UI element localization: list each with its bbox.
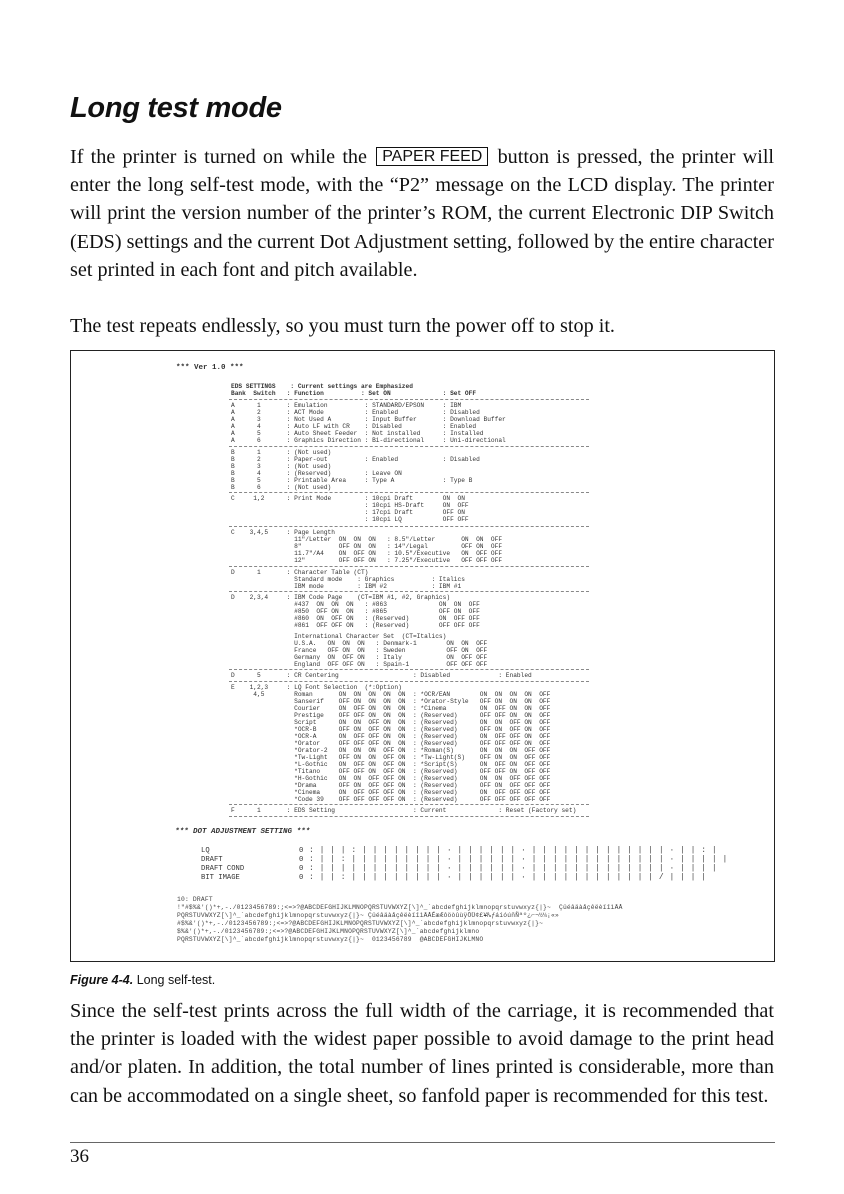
dot-row-value: 0 — [299, 865, 304, 873]
self-test-figure — [70, 350, 775, 962]
dot-row-label: BIT IMAGE — [201, 874, 240, 882]
figure-number: Figure 4-4. — [70, 973, 134, 987]
divider — [229, 816, 589, 817]
self-test-printout — [71, 351, 774, 961]
footer-rule — [70, 1142, 775, 1143]
divider — [229, 399, 589, 400]
charset-line: PQRSTUVWXYZ[\]^_`abcdefghijklmnopqrstuvwxyz{|}~ ÇüéâäàåçêëèïîìÄÅÉæÆôöòûùÿÖÜ¢£¥₧ƒáíóúñÑªº¿⌐¬½¼¡«» — [177, 912, 559, 919]
divider — [229, 804, 589, 805]
divider — [229, 526, 589, 527]
dot-row-value: 0 — [299, 847, 304, 855]
eds-bank-a: A 1 : Emulation : STANDARD/EPSON : IBM A 2 : ACT Mode : Enabled : Disabled A 3 : Not Used A : Input Buffer : Download Buffer A 4 : Auto LF with CR : Disabled : Enabled A 5 : Auto Sheet Feeder : Not installed : Installed A 6 : Graphics Direction : Bi-directional : Uni-directional — [231, 402, 506, 444]
charset-line: #$%&'()*+,-./0123456789:;<=>?@ABCDEFGHIJKLMNOPQRSTUVWXYZ[\]^_`abcdefghijklmnopqrstuvwxyz{|}~ — [177, 920, 544, 927]
eds-page-length: C 3,4,5 : Page Length 11"/Letter ON ON ON : 8.5"/Letter ON ON OFF 8" OFF ON ON : 14"/Legal OFF ON OFF 11.7"/A4 ON OFF ON : 10.5"/Executive ON OFF OFF 12" OFF OFF ON : 7.25"/Executive OFF OFF OFF — [231, 529, 503, 564]
eds-cr-centering: D 5 : CR Centering : Disabled : Enabled — [231, 672, 532, 679]
dot-row-label: DRAFT — [201, 856, 223, 864]
eds-international-set: International Character Set (CT=Italics) U.S.A. ON ON ON : Denmark-1 ON ON OFF France OFF ON ON : Sweden OFF ON OFF Germany ON OFF ON : Italy ON OFF OFF England OFF OFF ON : Spain-1 OFF OFF OFF — [294, 633, 488, 668]
eds-bank-b: B 1 : (Not used) B 2 : Paper-out : Enabled : Disabled B 3 : (Not used) B 4 : (Reserved) : Leave ON B 5 : Printable Area : Type A : Type B B 6 : (Not used) — [231, 449, 480, 491]
intro-after-key: button is pressed, the printer will enter the long self-test mode, with the “P2” message on the LCD display. The printer will print the version number of the printer’s ROM, the current Electronic DIP Switch (EDS) settings and the current Dot Adjustment setting, followed by the entire character set printed in each font and pitch available. — [70, 146, 775, 281]
dot-row-label: LQ — [201, 847, 210, 855]
figure-caption — [70, 973, 215, 987]
closing-paragraph: Since the self-test prints across the full width of the carriage, it is recommended that the printer is loaded with the widest paper possible to avoid damage to the print head and/or platen. In addition, the total number of lines printed is considerable, more than can be accommodated on a single sheet, so fanfold paper is recommended for this test. — [70, 1000, 774, 1107]
charset-line: !"#$%&'()*+,-./0123456789:;<=>?@ABCDEFGHIJKLMNOPQRSTUVWXYZ[\]^_`abcdefghijklmnopqrstuvwxyz{|}~ ÇüéâäàåçêëèïîìÄÅ — [177, 904, 623, 911]
charset-line: PQRSTUVWXYZ[\]^_`abcdefghijklmnopqrstuvwxyz{|}~ 0123456789 @ABCDEFGHIJKLMNO — [177, 936, 484, 943]
eds-setting-row: F 1 : EDS Setting : Current : Reset (Factory set) — [231, 807, 577, 814]
dot-row-value: 0 — [299, 856, 304, 864]
divider — [229, 446, 589, 447]
eds-character-table: D 1 : Character Table (CT) Standard mode : Graphics : Italics IBM mode : IBM #2 : IBM #1 — [231, 569, 465, 590]
section-heading: Long test mode — [70, 92, 282, 124]
rom-version: *** Ver 1.0 *** — [176, 364, 244, 372]
eds-font-selection: E 1,2,3 : LQ Font Selection (*:Option) 4,5 Roman ON ON ON ON ON : *OCR/EAN ON ON ON ON OFF Sanserif OFF ON ON ON ON : *Orator-Style OFF ON ON ON OFF Courier ON OFF ON ON ON : *Cinema ON OFF ON ON OFF Prestige OFF OFF ON ON ON : (Reserved) OFF OFF ON ON OFF Script ON ON OFF ON ON : (Reserved) ON ON OFF ON OFF *OCR-B OFF ON OFF ON ON : (Reserved) OFF ON OFF ON OFF *OCR-A ON OFF OFF ON ON : (Reserved) ON OFF OFF ON OFF *Orator OFF OFF OFF ON ON : (Reserved) OFF OFF OFF ON OFF *Orator-2 ON ON ON OFF ON : *Roman(S) ON ON ON OFF OFF *Tw-Light OFF ON ON OFF ON : *Tw-Light(S) OFF ON ON OFF OFF *L-Gothic ON OFF ON OFF ON : *Script(S) ON OFF ON OFF OFF *Titano OFF OFF ON OFF ON : (Reserved) OFF OFF ON OFF OFF *H-Gothic ON ON OFF OFF ON : (Reserved) ON ON OFF OFF OFF *Drama OFF ON OFF OFF ON : (Reserved) OFF ON OFF OFF OFF *Cinema ON OFF OFF OFF ON : (Reserved) ON OFF OFF OFF OFF *Code 39 OFF OFF OFF OFF ON : (Reserved) OFF OFF OFF OFF OFF — [231, 684, 551, 803]
divider — [229, 492, 589, 493]
eds-code-page: D 2,3,4 : IBM Code Page (CT=IBM #1, #2, Graphics) #437 ON ON ON : #863 ON ON OFF #850 OFF ON ON : #865 OFF ON OFF #860 ON OFF ON : (Reserved) ON OFF OFF #861 OFF OFF ON : (Reserved) OFF OFF OFF — [231, 594, 480, 629]
dot-row-label: DRAFT COND — [201, 865, 245, 873]
divider — [229, 591, 589, 592]
charset-label: 10: DRAFT — [177, 896, 213, 903]
eds-header: EDS SETTINGS : Current settings are Emphasized Bank Switch : Function : Set ON : Set OFF — [231, 383, 477, 397]
dot-adjust-bars: : | | | : | | | | | | | | · | | | | | | · | | | | | | | | | | | | | · | | : | : | | : | | | | | | | | | · | | | | | | · | | | | | | | | | | | | | · | | | | | : | | | | | | | | | | | | · | | | | | | · | | | | | | | | | | | | | · | | | | : | | : | | | | | | | | | · | | | | | | · | | | | | | | | | | | | / | | | | — [309, 846, 728, 882]
charset-line: $%&'()*+,-./0123456789:;<=>?@ABCDEFGHIJKLMNOPQRSTUVWXYZ[\]^_`abcdefghijklmno — [177, 928, 480, 935]
divider — [229, 566, 589, 567]
eds-print-mode: C 1,2 : Print Mode : 10cpi Draft ON ON : 10cpi HS-Draft ON OFF : 17cpi Draft OFF ON : 10cpi LQ OFF OFF — [231, 495, 469, 523]
page-number: 36 — [70, 1146, 89, 1167]
figure-caption-text: Long self-test. — [136, 973, 216, 987]
dot-adjustment-title: *** DOT ADJUSTMENT SETTING *** — [175, 828, 311, 836]
intro-paragraph — [70, 143, 774, 284]
repeat-paragraph: The test repeats endlessly, so you must turn the power off to stop it. — [70, 315, 615, 337]
paper-feed-key: PAPER FEED — [376, 147, 488, 166]
intro-before-key: If the printer is turned on while the — [70, 146, 367, 168]
divider — [229, 669, 589, 670]
dot-row-value: 0 — [299, 874, 304, 882]
divider — [229, 681, 589, 682]
